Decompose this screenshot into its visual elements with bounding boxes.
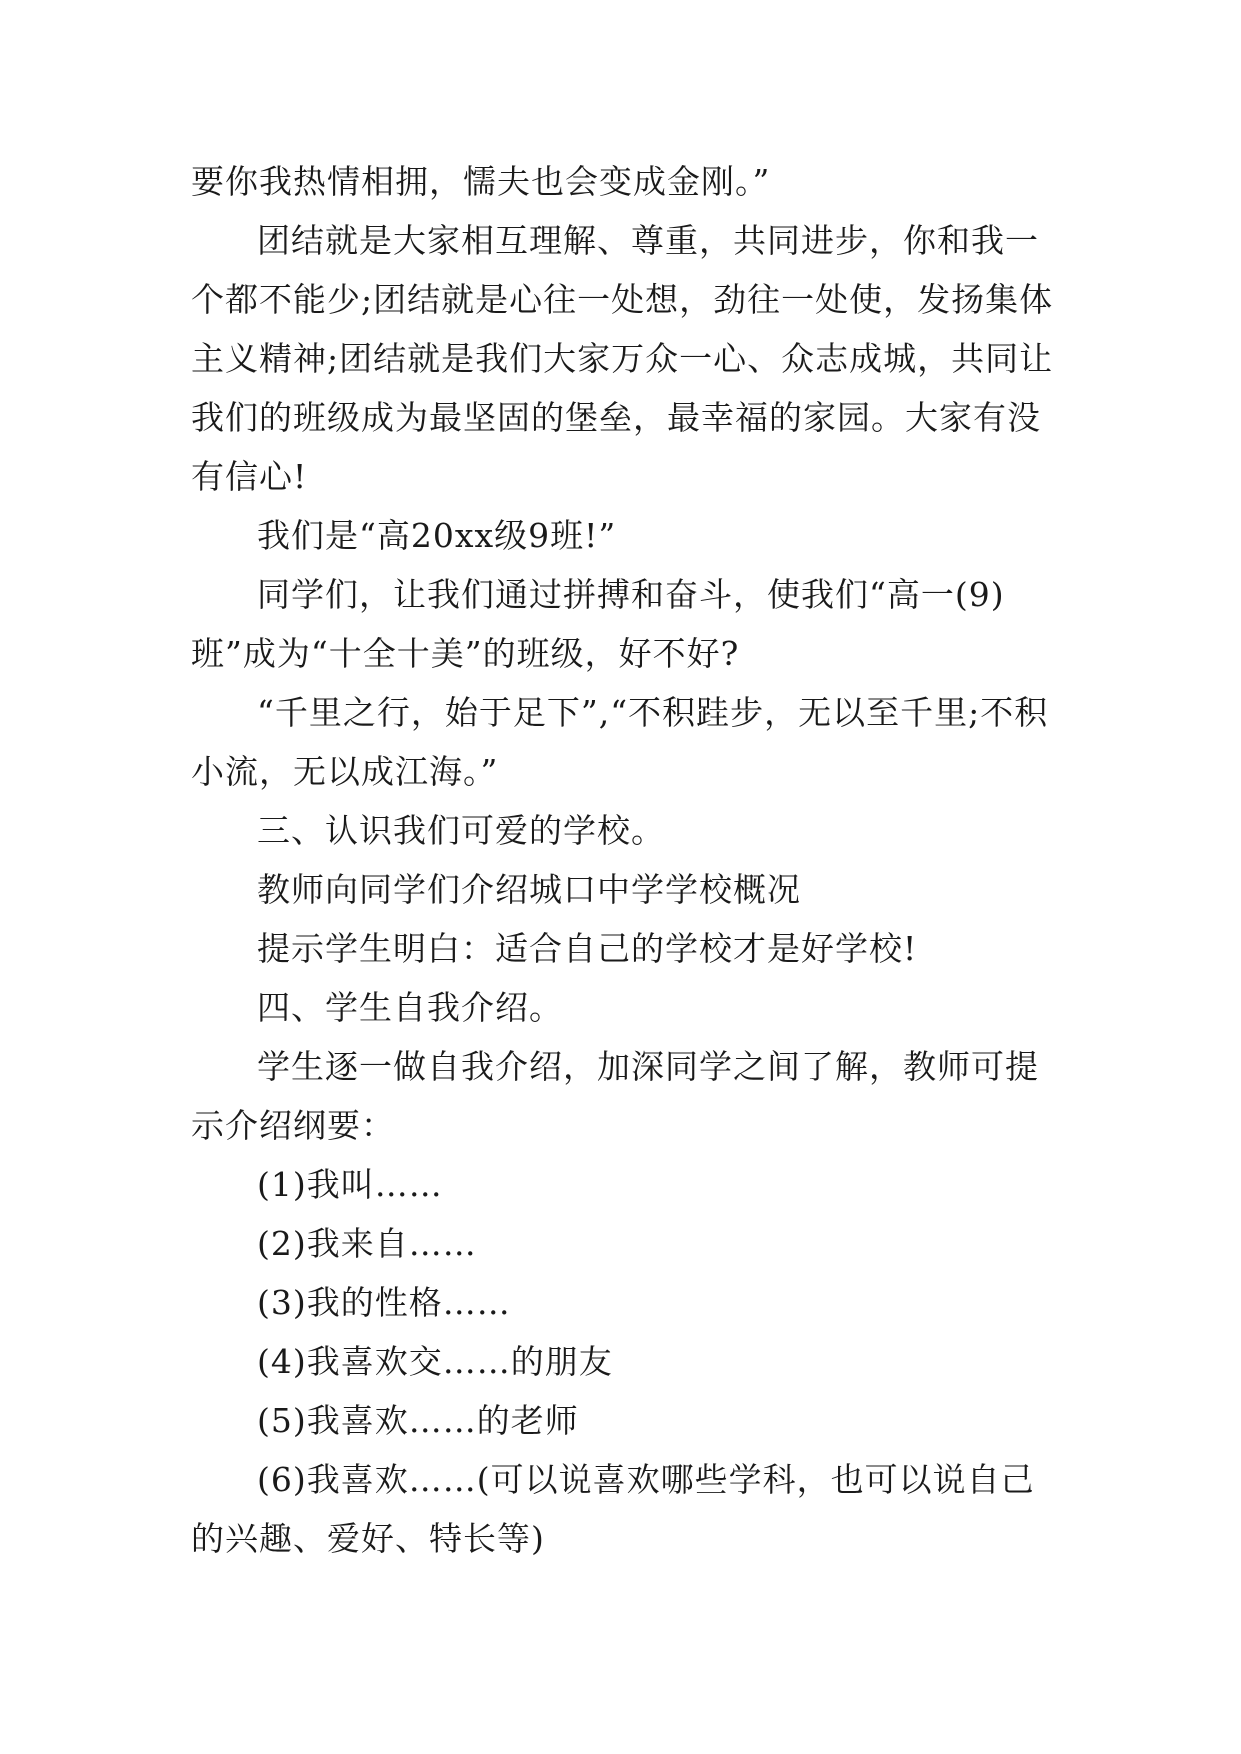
- section-heading: 三、认识我们可爱的学校。: [257, 811, 665, 850]
- paragraph: 同学们，让我们通过拼搏和奋斗，使我们“高一(9)班”成为“十全十美”的班级，好不好?: [191, 575, 1005, 673]
- paragraph: 学生逐一做自我介绍，加深同学之间了解，教师可提示介绍纲要：: [191, 1047, 1039, 1145]
- paragraph: 教师向同学们介绍城口中学学校概况: [257, 870, 801, 909]
- list-item: (1)我叫……: [257, 1165, 443, 1204]
- paragraph: 我们是“高20xx级9班!”: [257, 516, 617, 555]
- paragraph: 团结就是大家相互理解、尊重，共同进步，你和我一个都不能少;团结就是心往一处想，劲往一处使，发扬集体主义精神;团结就是我们大家万众一心、众志成城，共同让我们的班级成为最坚固的堡垒，最幸福的家园。大家有没有信心!: [191, 221, 1054, 496]
- list-item: (4)我喜欢交……的朋友: [257, 1342, 613, 1381]
- list-item: (5)我喜欢……的老师: [257, 1401, 579, 1440]
- paragraph: 提示学生明白：适合自己的学校才是好学校!: [257, 929, 918, 968]
- paragraph: 要你我热情相拥，懦夫也会变成金刚。”: [191, 162, 771, 201]
- list-item: (3)我的性格……: [257, 1283, 511, 1322]
- list-item: (2)我来自……: [257, 1224, 477, 1263]
- document-body: [191, 152, 1057, 1568]
- list-item: (6)我喜欢……(可以说喜欢哪些学科，也可以说自己的兴趣、爱好、特长等): [191, 1460, 1035, 1558]
- section-heading: 四、学生自我介绍。: [257, 988, 563, 1027]
- paragraph: “千里之行，始于足下”,“不积跬步，无以至千里;不积小流，无以成江海。”: [191, 693, 1049, 791]
